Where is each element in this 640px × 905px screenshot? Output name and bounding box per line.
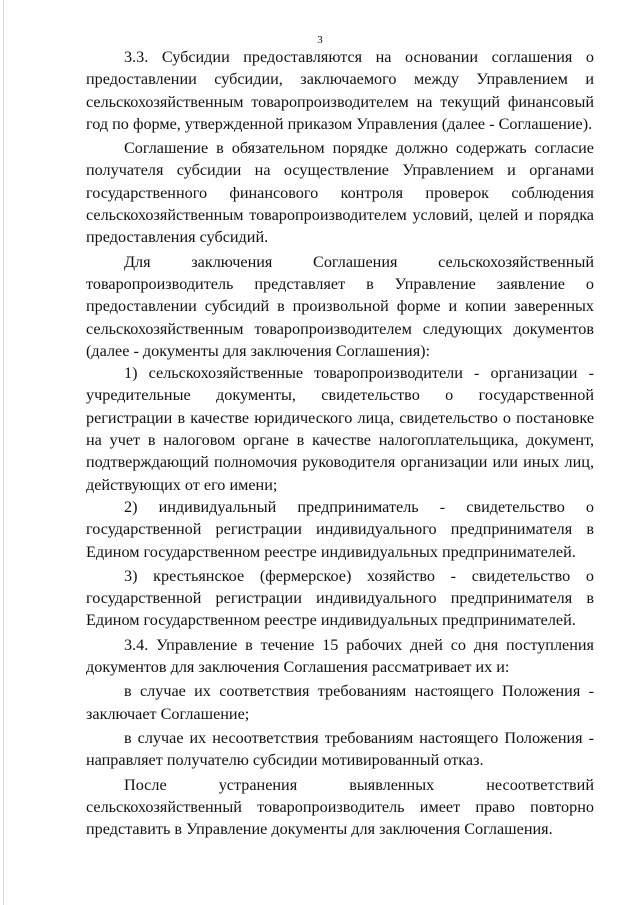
list-item-farm: 3) крестьянское (фермерское) хозяйство - свидетельство о государственной регистрации индивидуального предпринимателя в Едином государственном реестре индивидуальных предпринимателей. xyxy=(86,566,594,630)
scan-edge-line xyxy=(3,0,4,905)
list-item-organizations: 1) сельскохозяйственные товаропроизводители - организации - учредительные документы, свидетельство о государственной регистрации в качестве юридического лица, свидетельство о постановке на учет в налоговом органе в качестве налогоплательщика, документ, подтверждающий полномочия руководителя организации или иных лиц, действующих от его имени; xyxy=(86,364,594,494)
paragraph-3-3: 3.3. Субсидии предоставляются на основании соглашения о предоставлении субсидии, заключаемого между Управлением и сельскохозяйственным товаропроизводителем на текущий финансовый год по форме, утвержденной приказом Управления (далее - Соглашение). xyxy=(86,48,594,133)
paragraph-documents-intro: Для заключения Соглашения сельскохозяйственный товаропроизводитель представляет в Управление заявление о предоставлении субсидий в произвольной форме и копии заверенных сельскохозяйственным товаропроизводителем следующих документов (далее - документы для заключения Соглашения): xyxy=(86,252,594,360)
paragraph-compliance: в случае их соответствия требованиям настоящего Положения - заключает Соглашение; xyxy=(86,682,594,723)
paragraph-noncompliance: в случае их несоответствия требованиям настоящего Положения - направляет получателю субсидии мотивированный отказ. xyxy=(86,728,594,770)
document-body xyxy=(86,46,594,840)
paragraph-agreement-consent: Соглашение в обязательном порядке должно содержать согласие получателя субсидии на осуществление Управлением и органами государственного финансового контроля проверок соблюдения сельскохозяйственным товаропроизводителем условий, целей и порядка предоставления субсидий. xyxy=(86,139,594,247)
paragraph-resubmission: После устранения выявленных несоответствий сельскохозяйственный товаропроизводитель имеет право повторно представить в Управление документы для заключения Соглашения. xyxy=(86,775,594,839)
paragraph-3-4: 3.4. Управление в течение 15 рабочих дней со дня поступления документов для заключения Соглашения рассматривает их и: xyxy=(86,635,594,677)
list-item-entrepreneur: 2) индивидуальный предприниматель - свидетельство о государственной регистрации индивидуального предпринимателя в Едином государственном реестре индивидуальных предпринимателей. xyxy=(86,497,594,561)
page-number: 3 xyxy=(317,34,323,46)
